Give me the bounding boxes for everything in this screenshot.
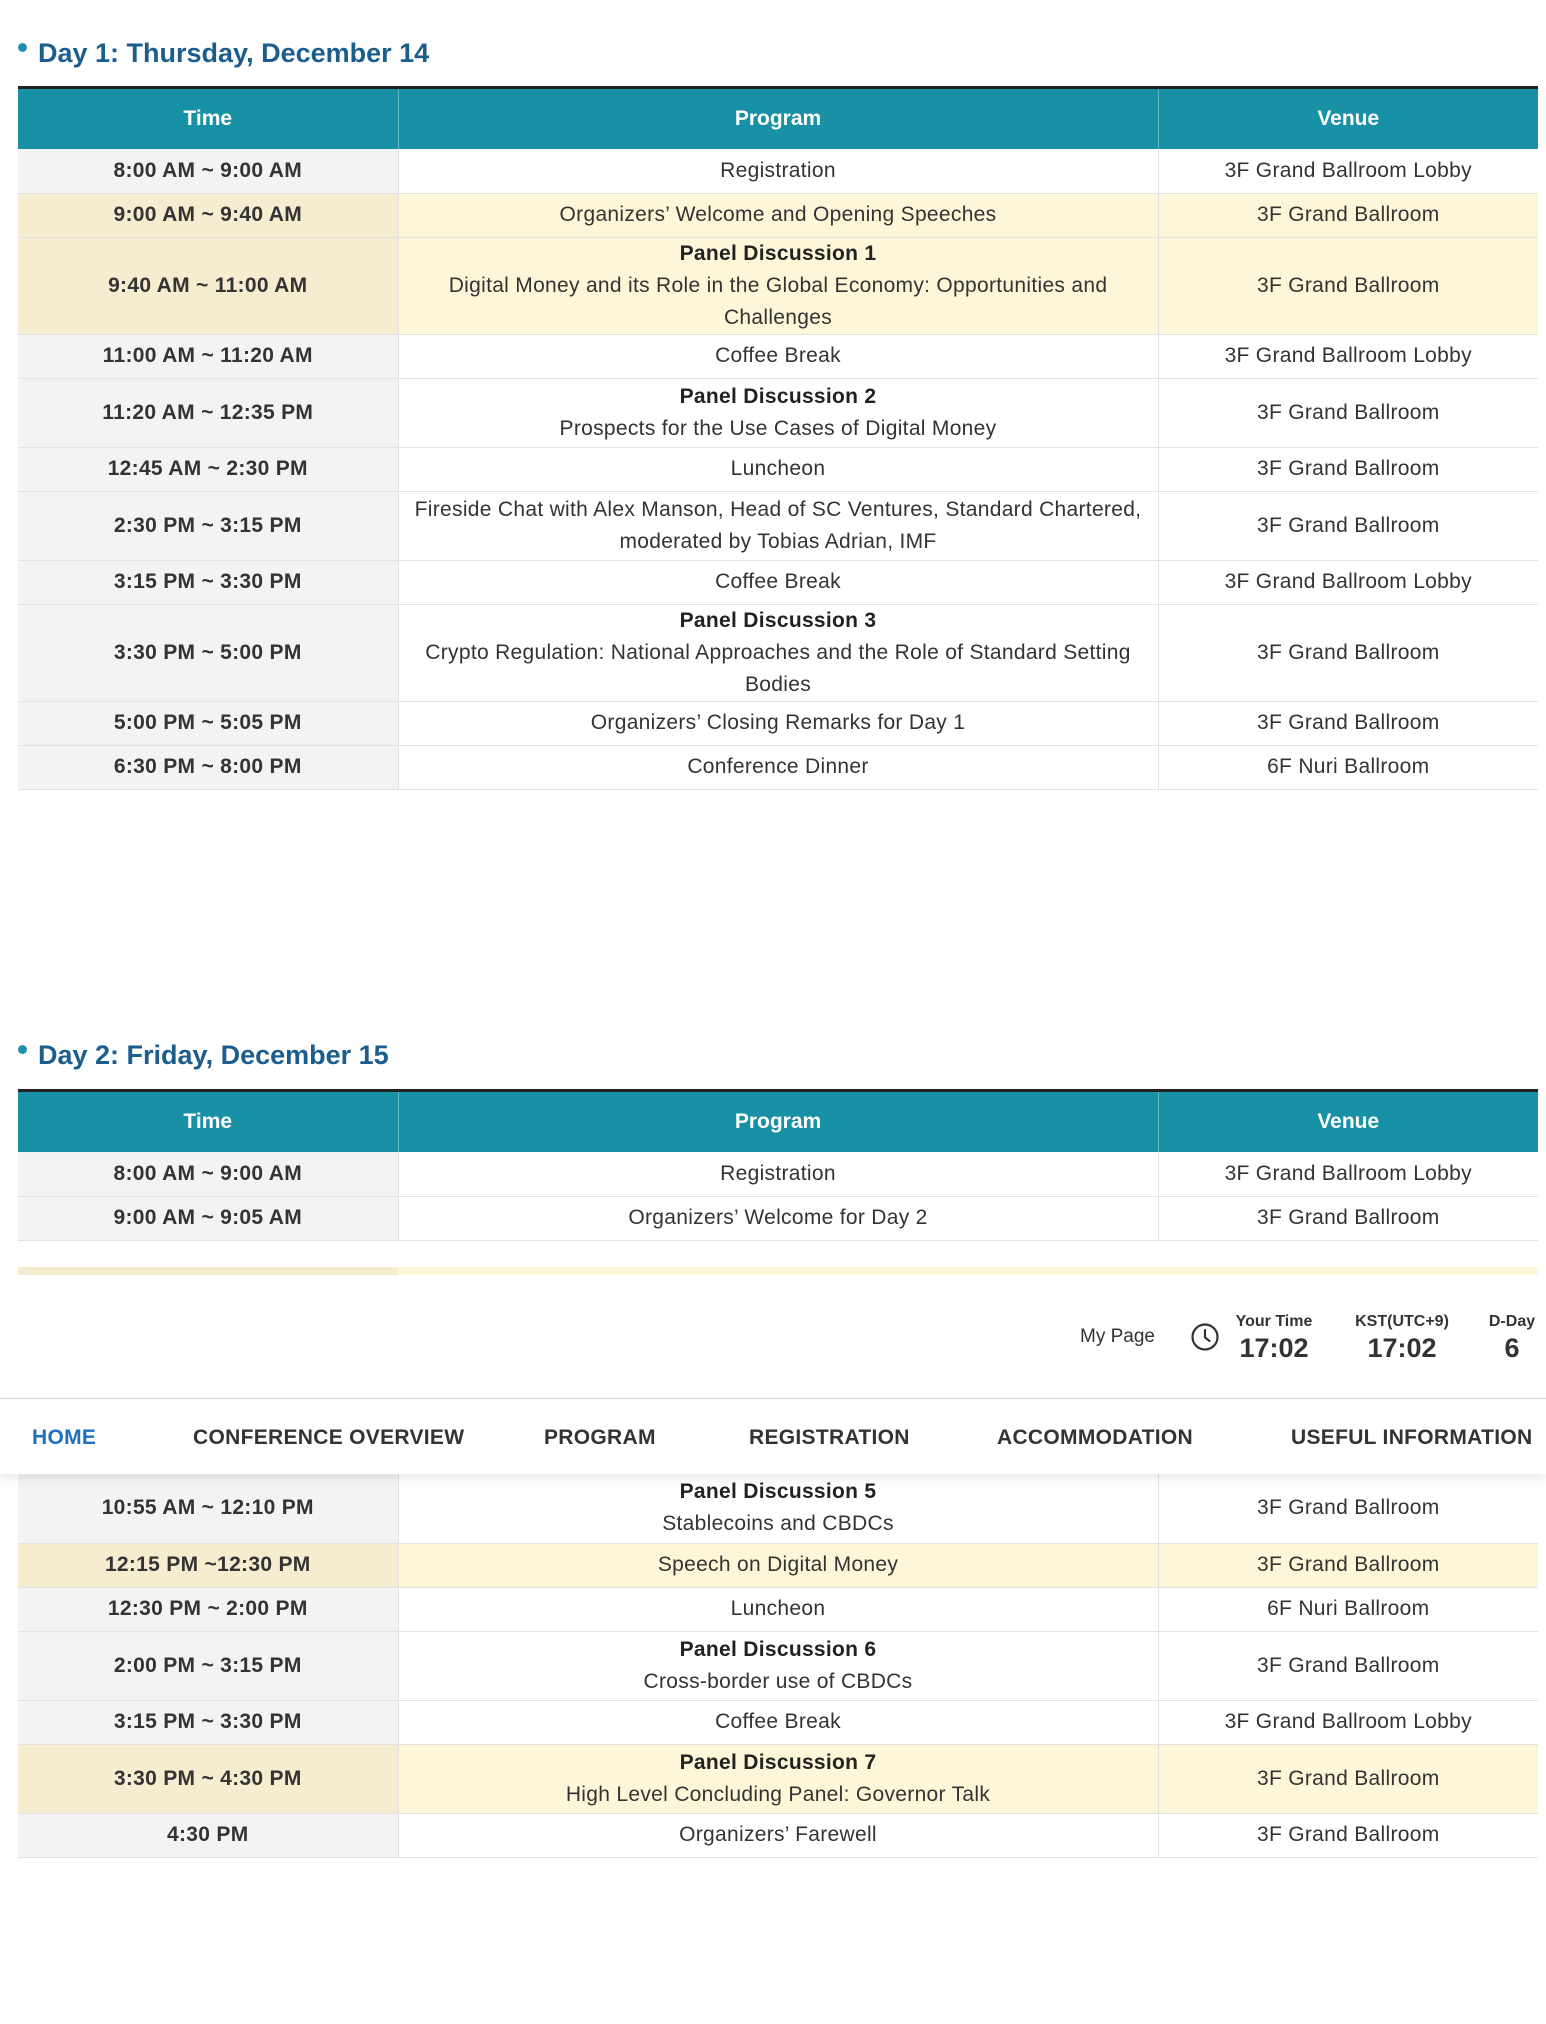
time-cell: 12:45 AM ~ 2:30 PM xyxy=(18,447,398,491)
program-cell xyxy=(398,1700,1158,1744)
day2-heading xyxy=(18,1040,389,1071)
program-cell xyxy=(398,1813,1158,1857)
venue-cell: 3F Grand Ballroom Lobby xyxy=(1158,560,1538,604)
program-cell xyxy=(398,149,1158,193)
table-row xyxy=(18,1152,1538,1196)
time-cell: 9:40 AM ~ 11:00 AM xyxy=(18,237,398,334)
program-text: Organizers’ Welcome for Day 2 xyxy=(628,1206,928,1229)
session-title: Panel Discussion 6 xyxy=(679,1637,877,1661)
session-title: Panel Discussion 7 xyxy=(679,1750,877,1774)
program-cell xyxy=(398,1587,1158,1631)
venue-cell: 3F Grand Ballroom Lobby xyxy=(1158,334,1538,378)
table-row xyxy=(18,237,1538,334)
table-row xyxy=(18,560,1538,604)
program-cell xyxy=(398,1631,1158,1700)
program-cell xyxy=(398,193,1158,237)
program-cell xyxy=(398,1744,1158,1813)
table-row xyxy=(18,1813,1538,1857)
my-page-link[interactable]: My Page xyxy=(1080,1326,1155,1347)
program-text: Speech on Digital Money xyxy=(657,1553,899,1576)
time-cell: 3:30 PM ~ 4:30 PM xyxy=(18,1744,398,1813)
day2-schedule-table-top xyxy=(18,1089,1538,1241)
program-text: Fireside Chat with Alex Manson, Head of SC Ventures, Standard Chartered, moderated by Tobias Adrian, IMF xyxy=(414,497,1142,553)
utility-bar xyxy=(0,1276,1546,1399)
your-time-value: 17:02 xyxy=(1239,1333,1309,1363)
table-row xyxy=(18,491,1538,560)
time-cell: 3:15 PM ~ 3:30 PM xyxy=(18,560,398,604)
table-row xyxy=(18,745,1538,789)
time-cell: 2:00 PM ~ 3:15 PM xyxy=(18,1631,398,1700)
time-cell: 11:00 AM ~ 11:20 AM xyxy=(18,334,398,378)
venue-cell: 6F Nuri Ballroom xyxy=(1158,1587,1538,1631)
kst-time xyxy=(1352,1313,1452,1364)
venue-cell: 3F Grand Ballroom xyxy=(1158,447,1538,491)
time-cell: 3:30 PM ~ 5:00 PM xyxy=(18,604,398,701)
program-text: Registration xyxy=(720,158,836,182)
program-text: Coffee Break xyxy=(715,570,841,593)
bullet-icon xyxy=(18,43,27,52)
hidden-row-edge xyxy=(18,1267,1538,1275)
venue-cell: 3F Grand Ballroom xyxy=(1158,378,1538,447)
column-header-venue: Venue xyxy=(1158,1091,1538,1153)
your-time-label: Your Time xyxy=(1235,1313,1313,1330)
time-cell: 8:00 AM ~ 9:00 AM xyxy=(18,1152,398,1196)
program-text: Cross-border use of CBDCs xyxy=(643,1669,913,1693)
table-row xyxy=(18,149,1538,193)
venue-cell: 3F Grand Ballroom xyxy=(1158,1196,1538,1240)
column-header-venue: Venue xyxy=(1158,88,1538,150)
time-cell: 9:00 AM ~ 9:40 AM xyxy=(18,193,398,237)
program-text: Prospects for the Use Cases of Digital Money xyxy=(559,416,997,440)
time-cell: 8:00 AM ~ 9:00 AM xyxy=(18,149,398,193)
session-title: Panel Discussion 1 xyxy=(679,241,877,265)
time-cell: 2:30 PM ~ 3:15 PM xyxy=(18,491,398,560)
nav-home[interactable]: HOME xyxy=(32,1426,97,1449)
time-cell: 3:15 PM ~ 3:30 PM xyxy=(18,1700,398,1744)
program-cell xyxy=(398,334,1158,378)
session-title: Panel Discussion 3 xyxy=(679,608,877,632)
clock-icon xyxy=(1190,1322,1220,1352)
venue-cell: 3F Grand Ballroom Lobby xyxy=(1158,1152,1538,1196)
program-text: Organizers’ Welcome and Opening Speeches xyxy=(559,203,997,226)
time-cell: 6:30 PM ~ 8:00 PM xyxy=(18,745,398,789)
program-text: Registration xyxy=(720,1161,836,1185)
day1-title: Day 1: Thursday, December 14 xyxy=(38,38,430,68)
program-cell xyxy=(398,491,1158,560)
nav-accommodation[interactable]: ACCOMMODATION xyxy=(997,1426,1193,1449)
column-header-time: Time xyxy=(18,1091,398,1153)
program-text: Luncheon xyxy=(730,457,826,480)
program-cell xyxy=(398,701,1158,745)
program-cell xyxy=(398,378,1158,447)
day2-title: Day 2: Friday, December 15 xyxy=(38,1040,389,1070)
table-row xyxy=(18,1744,1538,1813)
table-row xyxy=(18,193,1538,237)
program-text: Conference Dinner xyxy=(687,755,869,778)
venue-cell: 3F Grand Ballroom xyxy=(1158,701,1538,745)
session-title: Panel Discussion 2 xyxy=(679,384,877,408)
program-text: Organizers’ Farewell xyxy=(679,1823,877,1846)
day1-heading xyxy=(18,38,429,69)
time-cell: 10:55 AM ~ 12:10 PM xyxy=(18,1474,398,1543)
table-row xyxy=(18,701,1538,745)
kst-time-label: KST(UTC+9) xyxy=(1355,1313,1449,1330)
program-text: Coffee Break xyxy=(715,1710,841,1733)
site-header xyxy=(0,1276,1546,1474)
main-nav xyxy=(0,1398,1546,1474)
bullet-icon xyxy=(18,1045,27,1054)
venue-cell: 3F Grand Ballroom xyxy=(1158,604,1538,701)
venue-cell: 3F Grand Ballroom xyxy=(1158,491,1538,560)
column-header-program: Program xyxy=(398,88,1158,150)
table-row xyxy=(18,1587,1538,1631)
venue-cell: 3F Grand Ballroom xyxy=(1158,1631,1538,1700)
time-cell: 12:15 PM ~12:30 PM xyxy=(18,1543,398,1587)
time-cell: 4:30 PM xyxy=(18,1813,398,1857)
program-cell xyxy=(398,604,1158,701)
time-cell: 9:00 AM ~ 9:05 AM xyxy=(18,1196,398,1240)
venue-cell: 6F Nuri Ballroom xyxy=(1158,745,1538,789)
table-row xyxy=(18,1543,1538,1587)
nav-conference-overview[interactable]: CONFERENCE OVERVIEW xyxy=(193,1426,465,1449)
table-row xyxy=(18,447,1538,491)
table-row xyxy=(18,1474,1538,1543)
program-cell xyxy=(398,1474,1158,1543)
d-day-value: 6 xyxy=(1504,1333,1520,1363)
kst-time-value: 17:02 xyxy=(1367,1333,1437,1363)
session-title: Panel Discussion 5 xyxy=(679,1480,877,1504)
nav-useful-information[interactable]: USEFUL INFORMATION xyxy=(1291,1426,1533,1449)
program-cell xyxy=(398,1196,1158,1240)
day1-schedule-table xyxy=(18,86,1538,790)
d-day-label: D-Day xyxy=(1488,1313,1536,1330)
table-row xyxy=(18,378,1538,447)
program-text: High Level Concluding Panel: Governor Talk xyxy=(565,1782,991,1806)
program-text: Stablecoins and CBDCs xyxy=(662,1512,894,1536)
table-row xyxy=(18,1700,1538,1744)
nav-program[interactable]: PROGRAM xyxy=(544,1426,656,1449)
time-cell: 5:00 PM ~ 5:05 PM xyxy=(18,701,398,745)
your-time xyxy=(1232,1313,1316,1364)
day2-schedule-table-bottom xyxy=(18,1474,1538,1858)
program-text: Organizers’ Closing Remarks for Day 1 xyxy=(590,711,966,734)
table-row xyxy=(18,334,1538,378)
venue-cell: 3F Grand Ballroom Lobby xyxy=(1158,1700,1538,1744)
program-cell xyxy=(398,1152,1158,1196)
program-cell xyxy=(398,1543,1158,1587)
program-cell xyxy=(398,447,1158,491)
table-row xyxy=(18,1196,1538,1240)
nav-registration[interactable]: REGISTRATION xyxy=(749,1426,910,1449)
program-cell xyxy=(398,745,1158,789)
venue-cell: 3F Grand Ballroom xyxy=(1158,1543,1538,1587)
program-cell xyxy=(398,237,1158,334)
column-header-time: Time xyxy=(18,88,398,150)
program-text: Luncheon xyxy=(730,1597,826,1620)
program-text: Coffee Break xyxy=(715,344,841,367)
venue-cell: 3F Grand Ballroom xyxy=(1158,193,1538,237)
venue-cell: 3F Grand Ballroom xyxy=(1158,237,1538,334)
program-text: Crypto Regulation: National Approaches and the Role of Standard Setting Bodies xyxy=(425,640,1131,696)
venue-cell: 3F Grand Ballroom xyxy=(1158,1813,1538,1857)
column-header-program: Program xyxy=(398,1091,1158,1153)
program-cell xyxy=(398,560,1158,604)
time-cell: 12:30 PM ~ 2:00 PM xyxy=(18,1587,398,1631)
table-row xyxy=(18,1631,1538,1700)
table-row xyxy=(18,604,1538,701)
venue-cell: 3F Grand Ballroom Lobby xyxy=(1158,149,1538,193)
venue-cell: 3F Grand Ballroom xyxy=(1158,1474,1538,1543)
time-cell: 11:20 AM ~ 12:35 PM xyxy=(18,378,398,447)
venue-cell: 3F Grand Ballroom xyxy=(1158,1744,1538,1813)
program-text: Digital Money and its Role in the Global Economy: Opportunities and Challenges xyxy=(448,273,1108,329)
d-day xyxy=(1484,1313,1540,1364)
